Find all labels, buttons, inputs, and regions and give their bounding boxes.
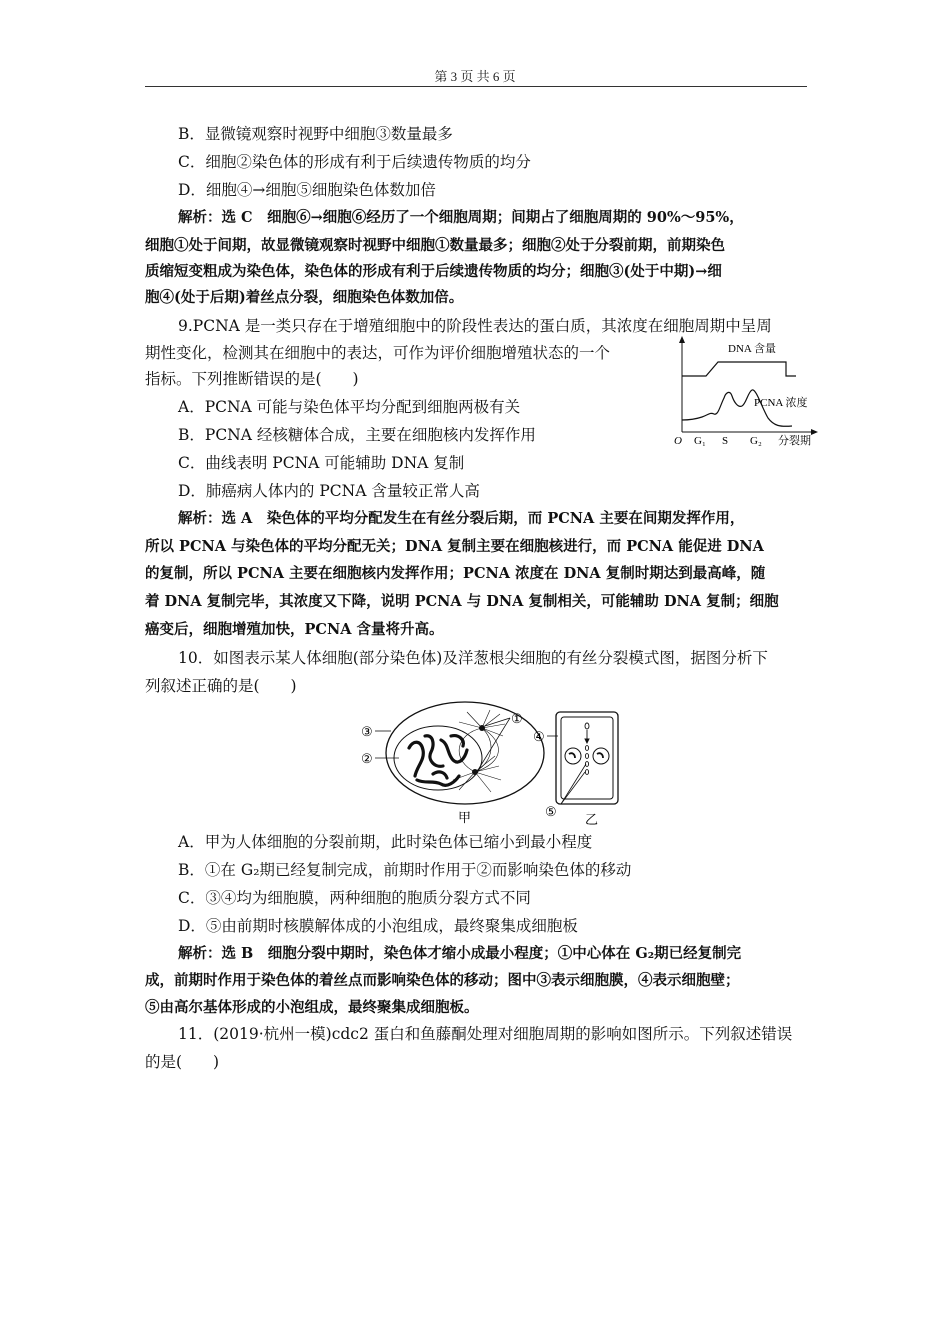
q9-stem-line: 期性变化，检测其在细胞中的表达，可作为评价细胞增殖状态的一个 bbox=[145, 344, 611, 362]
pcna-dna-graph bbox=[668, 332, 828, 452]
nucleus-envelope bbox=[394, 726, 482, 790]
q11-stem-line: 11．(2019·杭州一模)cdc2 蛋白和鱼藤酮处理对细胞周期的影响如图所示。下列叙述错误 bbox=[178, 1025, 793, 1043]
q9-option-d: D．肺癌病人体内的 PCNA 含量较正常人高 bbox=[178, 482, 480, 500]
chromatin-left bbox=[569, 753, 575, 758]
marker-3: ③ bbox=[361, 724, 373, 739]
origin-label: O bbox=[674, 435, 682, 447]
header-divider bbox=[145, 86, 807, 87]
y-axis-arrow bbox=[679, 336, 685, 343]
q9-option-c: C．曲线表明 PCNA 可能辅助 DNA 复制 bbox=[178, 454, 465, 472]
pcna-label: PCNA 浓度 bbox=[754, 397, 808, 409]
q8-analysis-line: 胞④(处于后期)着丝点分裂，细胞染色体数加倍。 bbox=[145, 289, 464, 306]
chromatin-right bbox=[597, 753, 603, 758]
mitosis-diagram bbox=[355, 700, 655, 826]
q8-analysis-line: 解析：选 C 细胞⑥→细胞⑥经历了一个细胞周期；间期占了细胞周期的 90%～95%， bbox=[178, 209, 744, 226]
q9-analysis-line: 癌变后，细胞增殖加快，PCNA 含量将升高。 bbox=[145, 621, 444, 638]
page-header: 第 3 页 共 6 页 bbox=[434, 69, 516, 84]
q10-analysis-line: ⑤由高尔基体形成的小泡组成，最终聚集成细胞板。 bbox=[145, 999, 479, 1016]
x-axis-arrow bbox=[811, 429, 818, 435]
g2-label: G₂ bbox=[750, 435, 762, 447]
label-jia: 甲 bbox=[458, 810, 472, 825]
q9-analysis-line: 所以 PCNA 与染色体的平均分配无关；DNA 复制主要在细胞核进行，而 PCNA 能促进 DNA bbox=[145, 538, 764, 555]
q11-stem-line: 的是( ) bbox=[145, 1053, 220, 1071]
q10-analysis-line: 成，前期时作用于染色体的着丝点而影响染色体的移动；图中③表示细胞膜，④表示细胞壁； bbox=[145, 972, 740, 989]
g1-label: G₁ bbox=[694, 435, 706, 447]
q10-stem-line: 10．如图表示某人体细胞(部分染色体)及洋葱根尖细胞的有丝分裂模式图，据图分析下 bbox=[178, 649, 768, 667]
q8-option-b: B．显微镜观察时视野中细胞③数量最多 bbox=[178, 125, 453, 143]
marker-2: ② bbox=[361, 751, 373, 766]
cell-plate-vesicles bbox=[585, 723, 589, 774]
q8-option-d: D．细胞④→细胞⑤细胞染色体数加倍 bbox=[178, 181, 436, 199]
leader-line bbox=[561, 764, 586, 804]
dna-label: DNA 含量 bbox=[728, 343, 776, 355]
q9-analysis-line: 解析：选 A 染色体的平均分配发生在有丝分裂后期，而 PCNA 主要在间期发挥作用， bbox=[178, 510, 745, 527]
marker-4: ④ bbox=[533, 729, 545, 744]
q10-analysis-line: 解析：选 B 细胞分裂中期时，染色体才缩小成最小程度；①中心体在 G₂期已经复制完 bbox=[178, 945, 742, 962]
dna-content-curve bbox=[682, 362, 796, 376]
q9-stem-line: 指标。下列推断错误的是( ) bbox=[145, 370, 359, 388]
q8-option-c: C．细胞②染色体的形成有利于后续遗传物质的均分 bbox=[178, 153, 531, 171]
q10-option-d: D．⑤由前期时核膜解体成的小泡组成，最终聚集成细胞板 bbox=[178, 917, 578, 935]
s-label: S bbox=[722, 435, 729, 447]
q9-option-a: A．PCNA 可能与染色体平均分配到细胞两极有关 bbox=[178, 398, 521, 416]
daughter-nucleus-left bbox=[565, 748, 581, 764]
q10-option-c: C．③④均为细胞膜，两种细胞的胞质分裂方式不同 bbox=[178, 889, 531, 907]
q8-analysis-line: 质缩短变粗成为染色体，染色体的形成有利于后续遗传物质的均分；细胞③(处于中期)→细 bbox=[145, 263, 722, 280]
label-yi: 乙 bbox=[585, 812, 599, 826]
q10-option-a: A．甲为人体细胞的分裂前期，此时染色体已缩小到最小程度 bbox=[178, 833, 593, 851]
daughter-nucleus-right bbox=[593, 748, 609, 764]
marker-1: ① bbox=[511, 711, 523, 726]
q8-analysis-line: 细胞①处于间期，故显微镜观察时视野中细胞①数量最多；细胞②处于分裂前期，前期染色 bbox=[145, 237, 725, 254]
q9-analysis-line: 着 DNA 复制完毕，其浓度又下降，说明 PCNA 与 DNA 复制相关，可能辅助 DNA 复制；细胞 bbox=[145, 593, 779, 610]
q9-option-b: B．PCNA 经核糖体合成，主要在细胞核内发挥作用 bbox=[178, 426, 536, 444]
marker-5: ⑤ bbox=[545, 804, 557, 819]
q10-option-b: B．①在 G₂期已经复制完成，前期时作用于②而影响染色体的移动 bbox=[178, 861, 632, 879]
phase-label: 分裂期 bbox=[778, 435, 811, 447]
q9-stem-line: 9.PCNA 是一类只存在于增殖细胞中的阶段性表达的蛋白质，其浓度在细胞周期中呈周 bbox=[178, 317, 772, 335]
q9-analysis-line: 的复制，所以 PCNA 主要在细胞核内发挥作用；PCNA 浓度在 DNA 复制时期达到最高峰，随 bbox=[145, 565, 766, 582]
q10-stem-line: 列叙述正确的是( ) bbox=[145, 677, 297, 695]
